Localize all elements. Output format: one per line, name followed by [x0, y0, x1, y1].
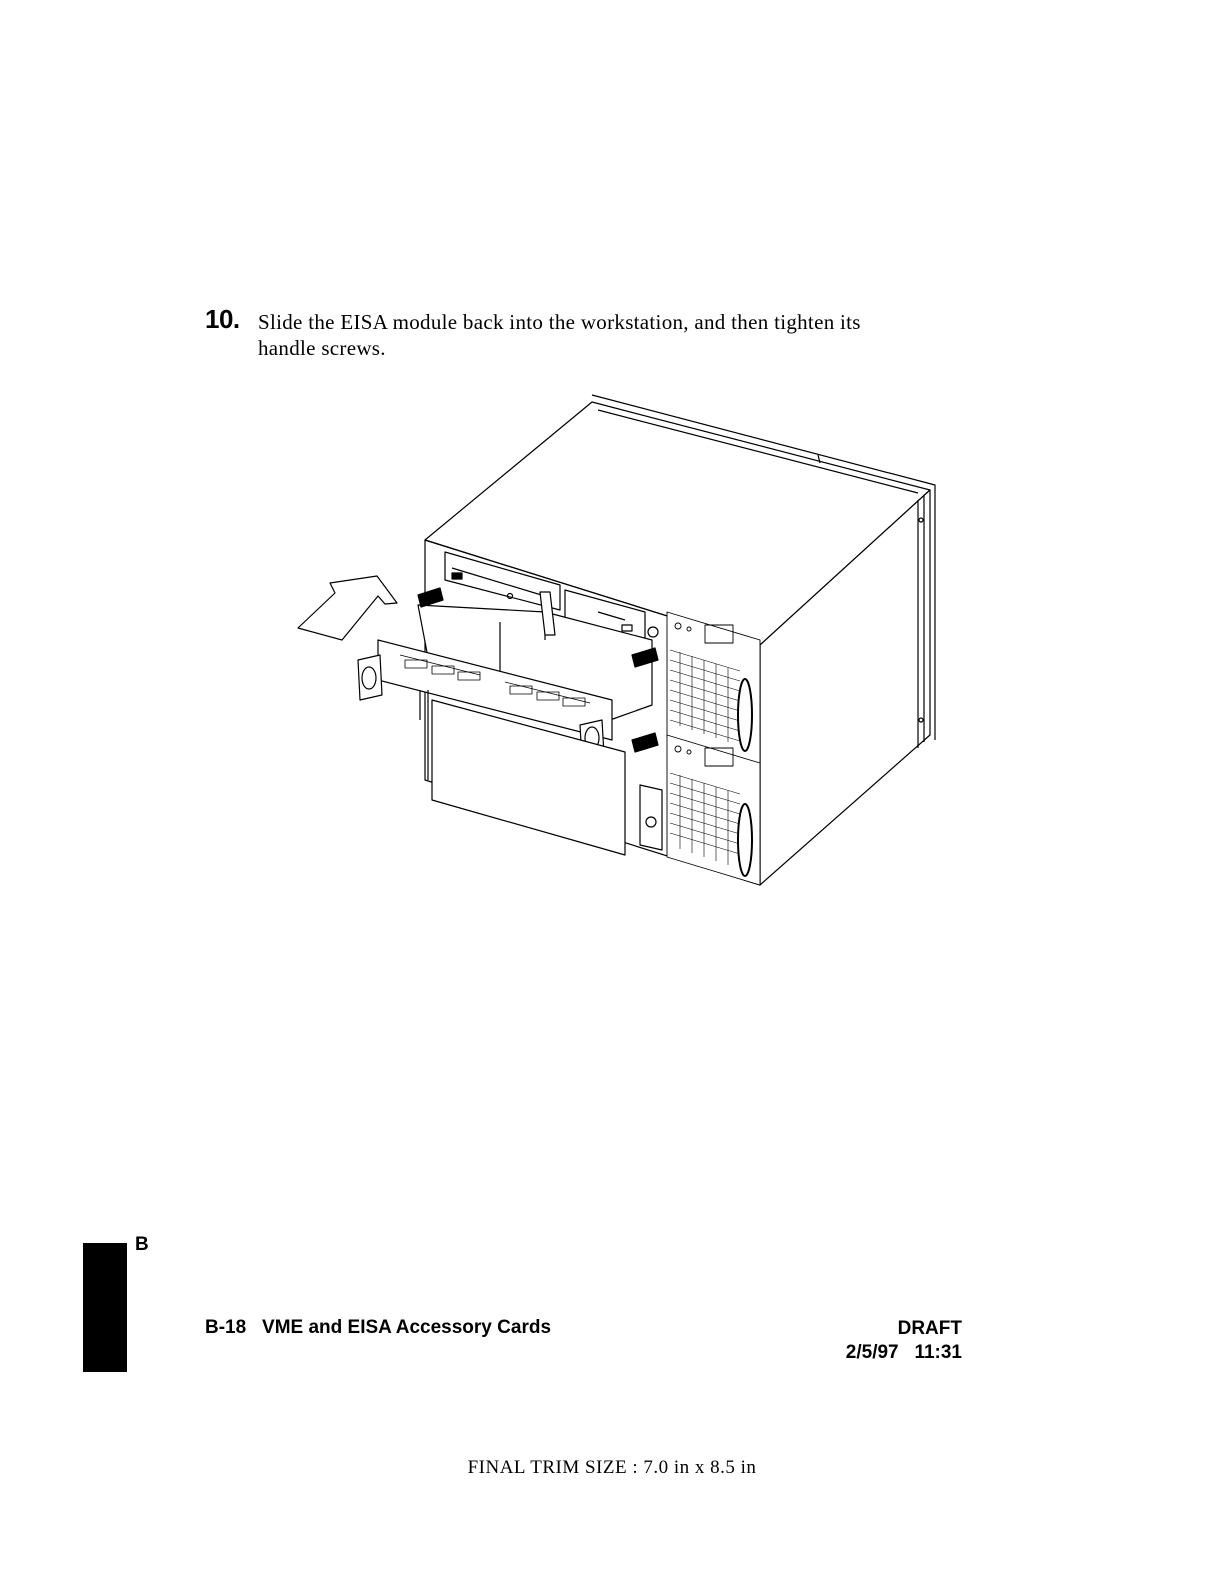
draft-date: 2/5/97 — [845, 1342, 899, 1363]
workstation-eisa-module-illustration — [285, 385, 945, 895]
chapter-tab-letter: B — [135, 1234, 149, 1255]
page-reference: B-18 — [205, 1317, 247, 1338]
draft-status: DRAFT — [897, 1318, 962, 1339]
step-instruction-line-1: Slide the EISA module back into the workstation, and then tighten its — [258, 310, 861, 334]
chapter-tab-bar — [83, 1243, 127, 1372]
step-number: 10. — [205, 304, 240, 334]
footer-right — [846, 1317, 962, 1365]
trim-size-note: FINAL TRIM SIZE : 7.0 in x 8.5 in — [467, 1457, 757, 1478]
draft-time: 11:31 — [914, 1342, 962, 1363]
insert-arrow — [298, 576, 397, 640]
step-instruction — [258, 309, 958, 361]
footer-left — [205, 1317, 551, 1339]
step-instruction-line-2: handle screws. — [258, 336, 386, 360]
section-title: VME and EISA Accessory Cards — [262, 1317, 552, 1338]
